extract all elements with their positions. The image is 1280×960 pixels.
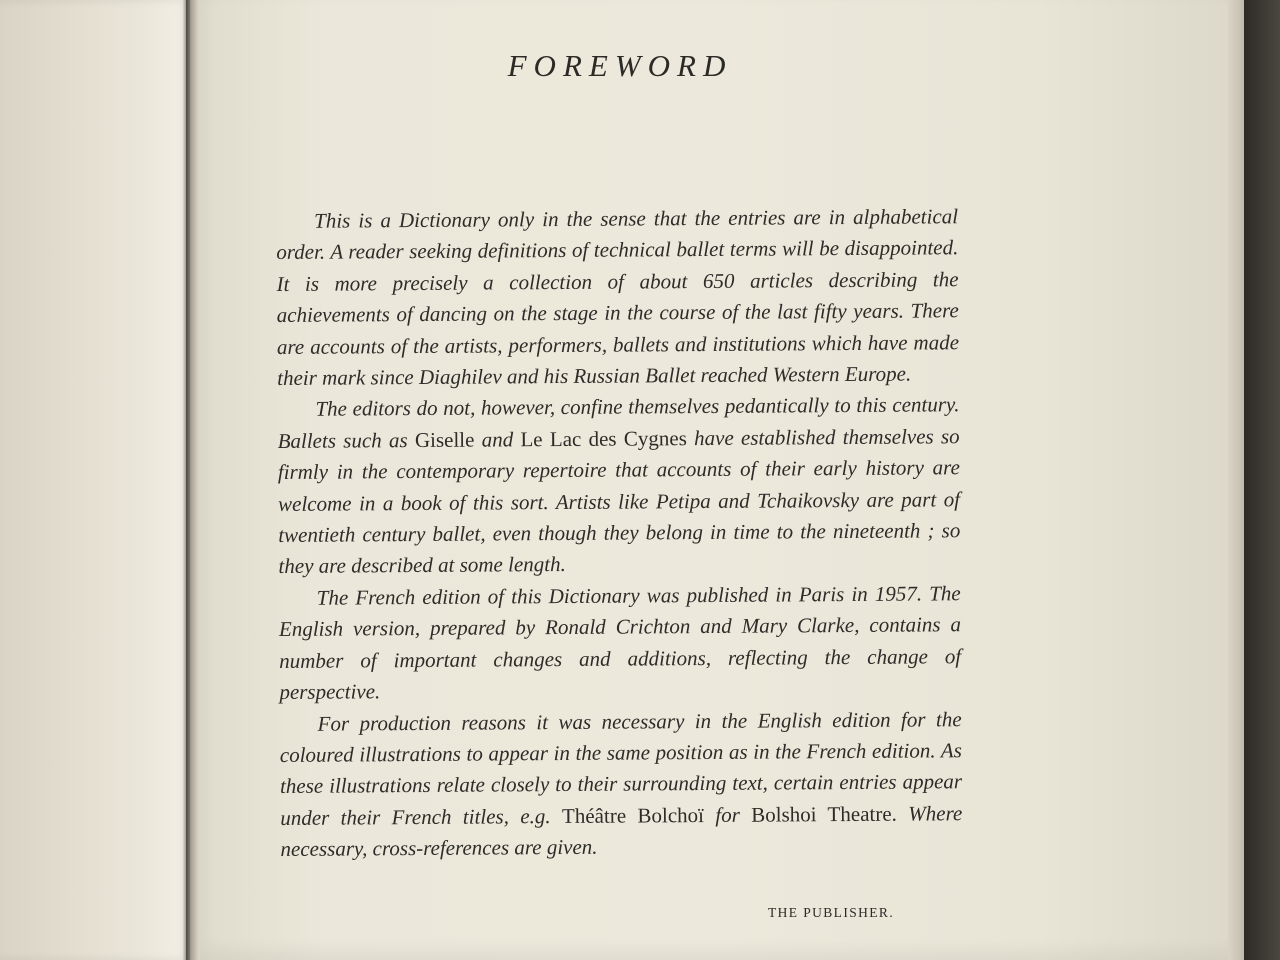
foreword-paragraph: [280, 704, 963, 866]
foreword-paragraph: [276, 201, 959, 394]
paragraph-text: The French edition of this Dictionary was published in Paris in 1957. The English version, prepared by Ronald Crichton and Mary Clarke, contains a number of important changes and additions, reflecting the change of perspective.: [278, 581, 962, 705]
paragraph-text: This is a Dictionary only in the sense that the entries are in alphabetical order. A reader seeking definitions of technical ballet terms will be disappointed. It is more precisely a collection of about 650 articles describing the achievements of dancing on the stage in the course of the last fifty years. There are accounts of the artists, performers, ballets and institutions which have made their mark since Diaghilev and his Russian Ballet reached Western Europe.: [276, 204, 960, 391]
paragraph-text: The editors do not, however, confine themselves pedantically to this century. Ballets such as: [277, 392, 960, 453]
entry-title: Bolshoi Theatre.: [751, 801, 897, 827]
foreword-body: [276, 201, 963, 865]
foreword-paragraph: [279, 578, 962, 708]
paragraph-text: have established themselves so firmly in the contemporary repertoire that accounts of their early history are welcome in a book of this sort. Artists like Petipa and Tchaikovsky are part of twentieth century ballet, even though they belong in time to the nineteenth ; so they are described at some length.: [277, 424, 961, 579]
paragraph-text: For production reasons it was necessary in the English edition for the coloured illustrations to appear in the same position as in the French edition. As these illustrations relate closely to their surrounding text, certain entries appear under their French titles, e.g.: [279, 706, 963, 830]
ballet-title: Giselle: [414, 427, 475, 452]
entry-title: Théâtre Bolchoï: [561, 802, 705, 828]
paragraph-text: for: [703, 802, 752, 827]
foreword-title: FOREWORD: [507, 48, 733, 83]
dark-background: [1244, 0, 1280, 960]
paragraph-text: and: [474, 427, 521, 452]
left-page: [0, 0, 190, 960]
ballet-title: Le Lac des Cygnes: [520, 425, 687, 452]
foreword-paragraph: [277, 390, 960, 583]
publisher-signature: THE PUBLISHER.: [768, 905, 895, 920]
paragraph-text: Where necessary, cross-references are given.: [280, 800, 963, 862]
